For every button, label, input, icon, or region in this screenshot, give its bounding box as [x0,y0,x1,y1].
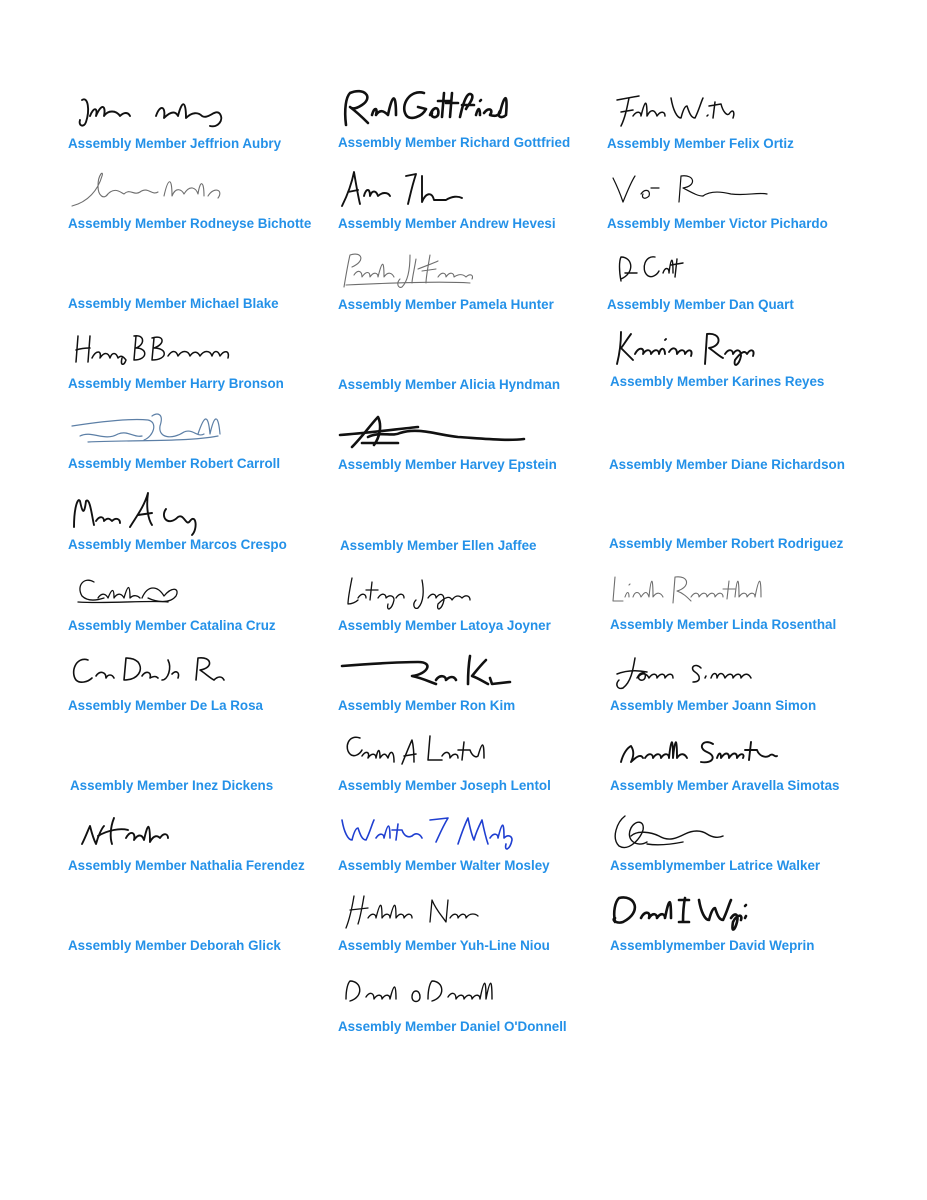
member-name: Assembly Member Linda Rosenthal [610,617,837,632]
signature-walker [607,808,807,856]
signature-entry-simotas [607,714,887,794]
signature-entry-carroll [68,392,348,472]
signature-entry-delarosa [68,634,348,714]
member-name: Assembly Member Pamela Hunter [338,297,554,312]
member-name: Assembly Member Ellen Jaffee [340,538,537,553]
member-name: Assemblymember David Weprin [610,938,815,953]
member-name: Assemblymember Latrice Walker [610,858,821,873]
signature-entry-lentol [338,714,618,794]
member-name: Assembly Member Dan Quart [607,297,794,312]
member-name: Assembly Member Victor Pichardo [607,216,828,231]
member-name: Assembly Member De La Rosa [68,698,263,713]
signature-entry-joyner [338,554,618,634]
member-name: Assembly Member Catalina Cruz [68,618,276,633]
member-name: Assembly Member Yuh-Line Niou [338,938,550,953]
signature-entry-mosley [338,794,618,874]
signature-entry-glick [68,874,348,954]
member-name: Assembly Member Robert Carroll [68,456,281,471]
member-name: Assembly Member Daniel O'Donnell [338,1019,567,1034]
signature-mosley [338,808,538,856]
signature-entry-crespo [68,473,348,553]
signature-entry-dickens [68,714,348,794]
signature-niou [338,888,538,936]
member-name: Assembly Member Rodneyse Bichotte [68,216,312,231]
member-name: Assembly Member Harvey Epstein [338,457,557,472]
signature-entry-blake [68,232,348,312]
signature-entry-rodriguez [607,472,887,552]
signature-simon [607,648,807,696]
member-name: Assembly Member Deborah Glick [68,938,281,953]
member-name: Assembly Member Aravella Simotas [610,778,840,793]
signature-pichardo [607,166,807,214]
member-name: Assembly Member Ron Kim [338,698,516,713]
member-name: Assembly Member Michael Blake [68,296,279,311]
member-name: Assembly Member Latoya Joyner [338,618,551,633]
signature-kim [338,648,538,696]
member-name: Assembly Member Richard Gottfried [338,135,571,150]
signature-entry-niou [338,874,618,954]
member-name: Assembly Member Felix Ortiz [607,136,794,151]
signature-gottfried [338,83,538,135]
signature-cruz [68,568,268,616]
member-name: Assembly Member Inez Dickens [70,778,274,793]
signature-column-3 [607,0,887,1200]
signature-entry-quart [607,233,887,313]
signature-weprin [607,888,807,936]
member-name: Assembly Member Marcos Crespo [68,537,287,552]
signature-carroll [68,406,268,454]
signature-entry-hyndman [338,313,618,393]
member-name: Assembly Member Robert Rodriguez [609,536,844,551]
signature-aubry [68,86,268,134]
member-name: Assembly Member Diane Richardson [609,457,845,472]
member-name: Assembly Member Andrew Hevesi [338,216,556,231]
signature-delarosa [68,648,268,696]
member-name: Assembly Member Joseph Lentol [338,778,551,793]
signature-crespo [68,487,268,535]
signature-entry-ferendez [68,794,348,874]
signature-joyner [338,568,538,616]
signature-entry-aubry [68,72,348,152]
signature-entry-simon [607,634,887,714]
signature-ortiz [607,86,807,134]
signature-entry-richardson [607,393,887,473]
signature-entry-gottfried [338,71,618,151]
signature-entry-walker [607,794,887,874]
signature-hevesi [338,166,538,214]
signature-epstein [338,407,538,455]
signature-rosenthal [607,567,807,615]
member-name: Assembly Member Karines Reyes [610,374,825,389]
signature-entry-cruz [68,554,348,634]
signature-simotas [607,728,807,776]
signature-column-2 [338,0,618,1200]
signature-odonnell [338,969,538,1017]
signature-entry-bronson [68,312,348,392]
signature-ferendez [68,808,268,856]
signature-lentol [338,728,538,776]
signature-entry-pichardo [607,152,887,232]
signature-quart [607,247,807,295]
member-name: Assembly Member Alicia Hyndman [338,377,561,392]
signature-bronson [68,326,268,374]
signature-column-1 [68,0,348,1200]
signature-entry-jaffee [338,474,618,554]
signature-entry-rosenthal [607,553,887,633]
signature-entry-weprin [607,874,887,954]
signature-entry-odonnell [338,955,618,1035]
signature-entry-epstein [338,393,618,473]
signature-entry-reyes [607,312,887,392]
member-name: Assembly Member Nathalia Ferendez [68,858,305,873]
signature-entry-bichotte [68,152,348,232]
signature-entry-hevesi [338,152,618,232]
member-name: Assembly Member Walter Mosley [338,858,550,873]
signature-bichotte [68,166,268,214]
member-name: Assembly Member Joann Simon [610,698,817,713]
signature-hunter [338,247,538,295]
signature-entry-kim [338,634,618,714]
signature-reyes [607,324,807,372]
member-name: Assembly Member Jeffrion Aubry [68,136,282,151]
signature-entry-ortiz [607,72,887,152]
member-name: Assembly Member Harry Bronson [68,376,284,391]
signature-entry-hunter [338,233,618,313]
